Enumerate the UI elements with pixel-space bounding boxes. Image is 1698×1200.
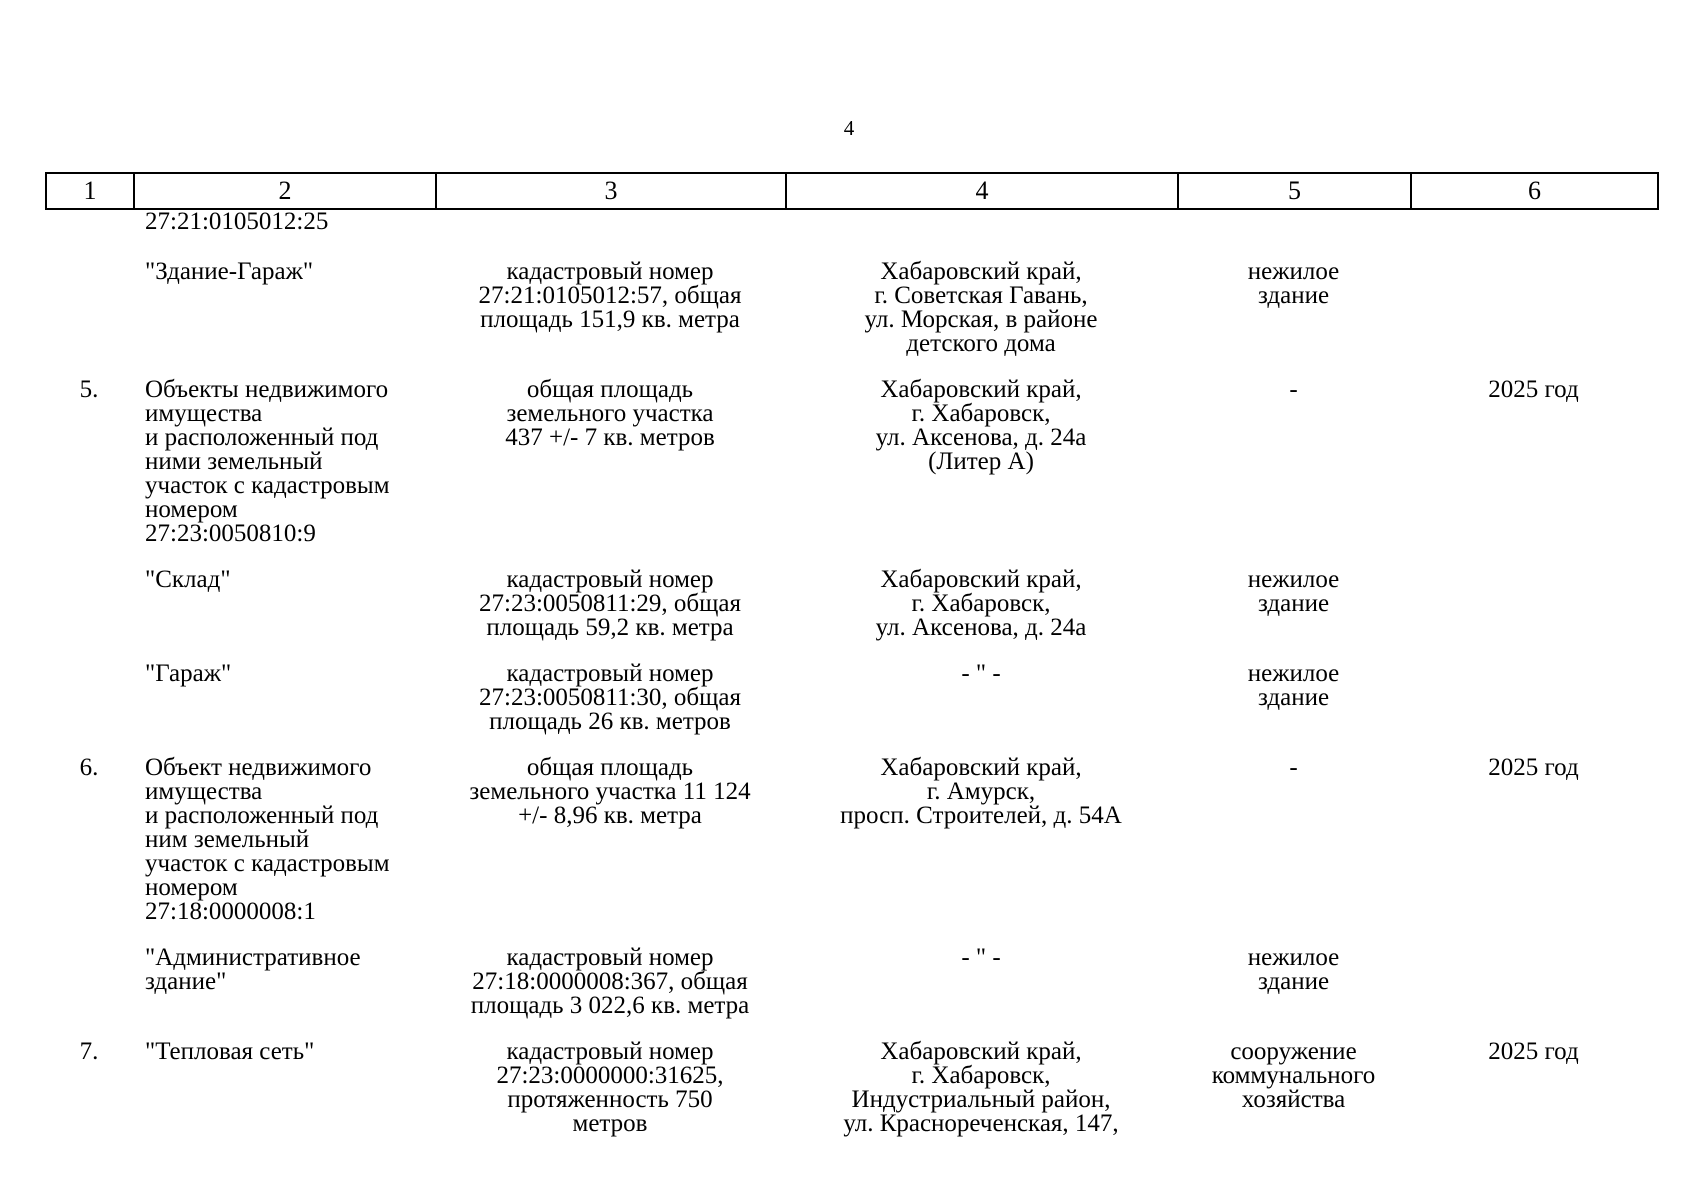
row-number bbox=[45, 210, 133, 260]
table-row bbox=[45, 1040, 1657, 1136]
row-number bbox=[45, 568, 133, 662]
object-description: кадастровый номер 27:23:0050811:30, общая площадь 26 кв. метров bbox=[479, 660, 741, 735]
privatization-year bbox=[1410, 662, 1657, 756]
object-name: "Гараж" bbox=[145, 660, 232, 687]
privatization-year bbox=[1410, 946, 1657, 1040]
table-row bbox=[45, 946, 1657, 1040]
header-row bbox=[46, 173, 1658, 209]
header-col-2: 2 bbox=[134, 173, 436, 209]
object-description: кадастровый номер 27:18:0000008:367, общая площадь 3 022,6 кв. метра bbox=[470, 944, 750, 1019]
table-row bbox=[45, 568, 1657, 662]
table-row bbox=[45, 210, 1657, 260]
object-address: Хабаровский край, г. Хабаровск, ул. Аксенова, д. 24а bbox=[875, 566, 1087, 641]
object-name: "Склад" bbox=[145, 566, 231, 593]
row-number bbox=[45, 260, 133, 378]
header-col-5: 5 bbox=[1178, 173, 1411, 209]
header-col-6: 6 bbox=[1411, 173, 1658, 209]
row-number bbox=[45, 662, 133, 756]
object-name: Объект недвижимого имущества и расположенный под ним земельный участок с кадастровым номером 27:18:0000008:1 bbox=[145, 754, 390, 925]
table-row bbox=[45, 756, 1657, 946]
object-type: нежилое здание bbox=[1247, 566, 1340, 617]
object-description: кадастровый номер 27:21:0105012:57, общая площадь 151,9 кв. метра bbox=[478, 258, 742, 333]
object-address: Хабаровский край, г. Советская Гавань, ул. Морская, в районе детского дома bbox=[864, 258, 1098, 357]
page-number: 4 bbox=[843, 116, 855, 140]
object-type: - bbox=[1289, 754, 1298, 781]
object-name: "Тепловая сеть" bbox=[145, 1038, 315, 1065]
object-type bbox=[1177, 210, 1410, 260]
privatization-year: 2025 год bbox=[1488, 754, 1579, 781]
object-description: кадастровый номер 27:23:0000000:31625, протяженность 750 метров bbox=[496, 1038, 724, 1137]
object-type: сооружение коммунального хозяйства bbox=[1211, 1038, 1376, 1113]
row-number: 6. bbox=[79, 754, 99, 781]
object-type: нежилое здание bbox=[1247, 258, 1340, 309]
object-address: - " - bbox=[961, 944, 1001, 971]
object-description: кадастровый номер 27:23:0050811:29, общая площадь 59,2 кв. метра bbox=[479, 566, 741, 641]
row-number bbox=[45, 946, 133, 1040]
object-description bbox=[435, 210, 785, 260]
privatization-year bbox=[1410, 260, 1657, 378]
object-type: нежилое здание bbox=[1247, 944, 1340, 995]
object-address: Хабаровский край, г. Хабаровск, Индустриальный район, ул. Краснореченская, 147, bbox=[843, 1038, 1119, 1137]
object-type: нежилое здание bbox=[1247, 660, 1340, 711]
table-row bbox=[45, 378, 1657, 568]
header-col-1: 1 bbox=[46, 173, 134, 209]
table-row bbox=[45, 260, 1657, 378]
row-number: 7. bbox=[79, 1038, 99, 1065]
object-name: Объекты недвижимого имущества и расположенный под ними земельный участок с кадастровым номером 27:23:0050810:9 bbox=[145, 376, 390, 547]
object-description: общая площадь земельного участка 11 124 +/- 8,96 кв. метра bbox=[469, 754, 751, 829]
table-row bbox=[45, 662, 1657, 756]
object-type: - bbox=[1289, 376, 1298, 403]
privatization-year bbox=[1410, 568, 1657, 662]
privatization-year: 2025 год bbox=[1488, 376, 1579, 403]
header-col-3: 3 bbox=[436, 173, 786, 209]
property-table bbox=[45, 210, 1657, 1136]
object-description: общая площадь земельного участка 437 +/- 7 кв. метров bbox=[505, 376, 715, 451]
object-name: "Административное здание" bbox=[145, 944, 361, 995]
header-col-4: 4 bbox=[786, 173, 1178, 209]
object-name: 27:21:0105012:25 bbox=[145, 208, 329, 235]
object-address bbox=[785, 210, 1177, 260]
column-number-header bbox=[45, 172, 1659, 210]
object-name: "Здание-Гараж" bbox=[145, 258, 314, 285]
privatization-year bbox=[1410, 210, 1657, 260]
object-address: Хабаровский край, г. Амурск, просп. Строителей, д. 54А bbox=[840, 754, 1122, 829]
privatization-year: 2025 год bbox=[1488, 1038, 1579, 1065]
row-number: 5. bbox=[79, 376, 99, 403]
object-address: - " - bbox=[961, 660, 1001, 687]
object-address: Хабаровский край, г. Хабаровск, ул. Аксенова, д. 24а (Литер А) bbox=[875, 376, 1087, 475]
